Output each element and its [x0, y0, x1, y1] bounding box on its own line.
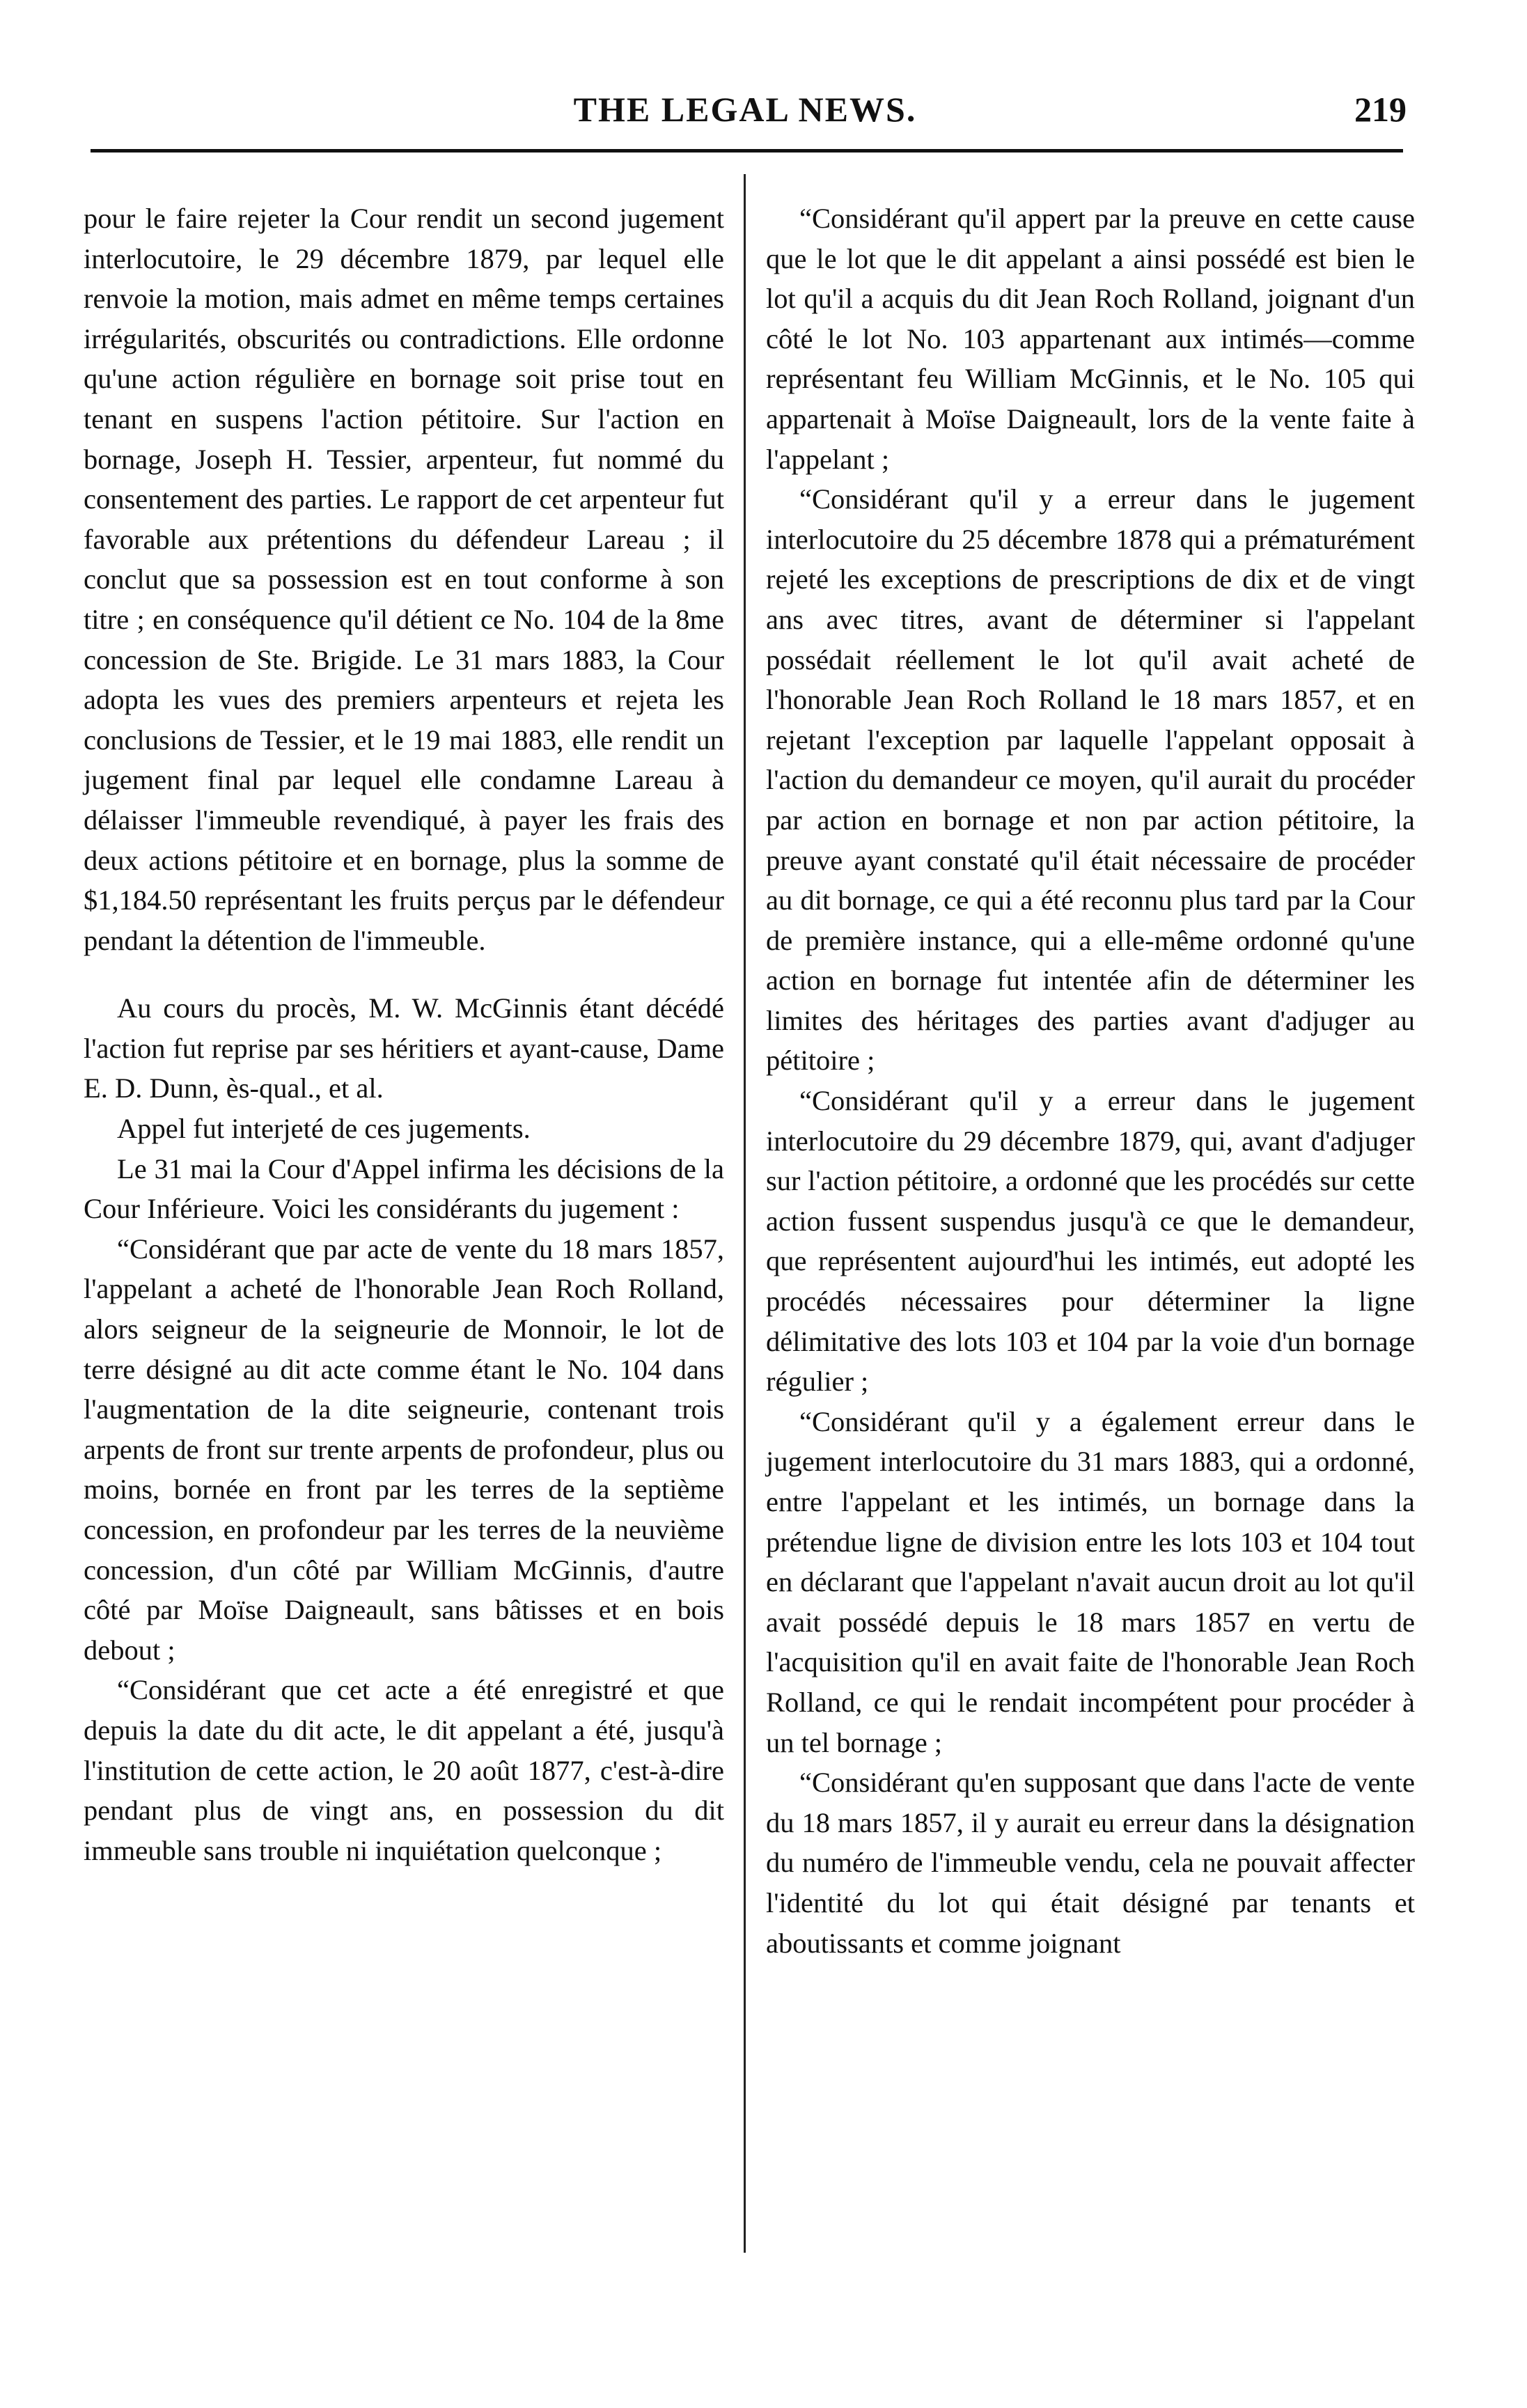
paragraph: “Considérant qu'il appert par la preuve en cette cause que le lot que le dit appelant a ainsi possédé est bien le lot qu'il a acquis du dit Jean Roch Rolland, joignant d'un côté le lot No. 103 appartenant aux intimés—comme représentant feu William McGinnis, et le No. 105 qui appartenait à Moïse Daigneault, lors de la vente faite à l'appelant ;	[766, 203, 1415, 475]
paragraph: “Considérant qu'il y a erreur dans le jugement interlocutoire du 25 décembre 1878 qui a prématurément rejeté les exceptions de prescriptions de dix et de vingt ans avec titres, avant de déterminer si l'appelant possédait réellement le lot qu'il avait acheté de l'honorable Jean Roch Rolland le 18 mars 1857, et en rejetant l'exception par laquelle l'appelant opposait à l'action du demandeur ce moyen, qu'il aurait du procéder par action en bornage et non par action pétitoire, la preuve ayant constaté qu'il était nécessaire de procéder au dit bornage, ce qui a été reconnu plus tard par la Cour de première instance, qui a elle-même ordonné qu'une action en bornage fut intentée afin de déterminer les limites des héritages des parties avant d'adjuger au pétitoire ;	[766, 483, 1415, 1077]
paragraph: Le 31 mai la Cour d'Appel infirma les décisions de la Cour Inférieure. Voici les considérants du jugement :	[84, 1152, 724, 1225]
running-title: THE LEGAL NEWS.	[573, 90, 917, 129]
paragraph: Appel fut interjeté de ces jugements.	[117, 1113, 531, 1145]
paragraph: “Considérant qu'il y a erreur dans le jugement interlocutoire du 29 décembre 1879, qui, avant d'adjuger sur l'action pétitoire, a ordonné que les procédés sur cette action fussent suspendus jusqu'à ce que le demandeur, que représentent aujourd'hui les intimés, eut adopté les procédés nécessaires pour déterminer la ligne délimitative des lots 103 et 104 par la voie d'un bornage régulier ;	[766, 1085, 1415, 1398]
page-header	[84, 89, 1407, 145]
paragraph: “Considérant que par acte de vente du 18 mars 1857, l'appelant a acheté de l'honorable Jean Roch Rolland, alors seigneur de la seigneurie de Monnoir, le lot de terre désigné au dit acte comme étant le No. 104 dans l'augmentation de la dite seigneurie, contenant trois arpents de front sur trente arpents de profondeur, plus ou moins, bornée en front par les terres de la septième concession, en profondeur par les terres de la neuvième concession, d'un côté par William McGinnis, d'autre côté par Moïse Daigneault, sans bâtisses et en bois debout ;	[84, 1233, 724, 1666]
right-column	[766, 198, 1415, 1963]
header-rule	[91, 149, 1403, 153]
paragraph: pour le faire rejeter la Cour rendit un second jugement interlocutoire, le 29 décembre 1879, par lequel elle renvoie la motion, mais admet en même temps certaines irrégularités, obscurités ou contradictions. Elle ordonne qu'une action régulière en bornage soit prise tout en tenant en suspens l'action pétitoire. Sur l'action en bornage, Joseph H. Tessier, arpenteur, fut nommé du consentement des parties. Le rapport de cet arpenteur fut favorable aux prétentions du défendeur Lareau ; il conclut que sa possession est en tout conforme à son titre ; en conséquence qu'il détient ce No. 104 de la 8me concession de Ste. Brigide. Le 31 mars 1883, la Cour adopta les vues des premiers arpenteurs et rejeta les conclusions de Tessier, et le 19 mai 1883, elle rendit un jugement final par lequel elle condamne Lareau à délaisser l'immeuble revendiqué, à payer les frais des deux actions pétitoire et en bornage, plus la somme de $1,184.50 représentant les fruits perçus par le défendeur pendant la détention de l'immeuble.	[84, 203, 724, 956]
paragraph: “Considérant qu'il y a également erreur dans le jugement interlocutoire du 31 mars 1883, qui a ordonné, entre l'appelant et les intimés, un bornage dans la prétendue ligne de division entre les lots 103 et 104 tout en déclarant que l'appelant n'avait aucun droit au lot qu'il avait possédé depuis le 18 mars 1857 en vertu de l'acquisition qu'il en avait faite de l'honorable Jean Roch Rolland, ce qui le rendait incompétent pour procéder à un tel bornage ;	[766, 1405, 1415, 1758]
column-divider	[744, 174, 746, 2253]
paragraph: “Considérant qu'en supposant que dans l'acte de vente du 18 mars 1857, il y aurait eu erreur dans la désignation du numéro de l'immeuble vendu, cela ne pouvait affecter l'identité du lot qui était désigné par tenants et aboutissants et comme joignant	[766, 1767, 1415, 1959]
paragraph: Au cours du procès, M. W. McGinnis étant décédé l'action fut reprise par ses héritiers et ayant-cause, Dame E. D. Dunn, ès-qual., et al.	[84, 992, 724, 1104]
paragraph: “Considérant que cet acte a été enregistré et que depuis la date du dit acte, le dit appelant a été, jusqu'à l'institution de cette action, le 20 août 1877, c'est-à-dire pendant plus de vingt ans, en possession du dit immeuble sans trouble ni inquiétation quelconque ;	[84, 1674, 724, 1866]
page-number: 219	[1354, 90, 1407, 129]
left-column	[84, 198, 724, 1870]
